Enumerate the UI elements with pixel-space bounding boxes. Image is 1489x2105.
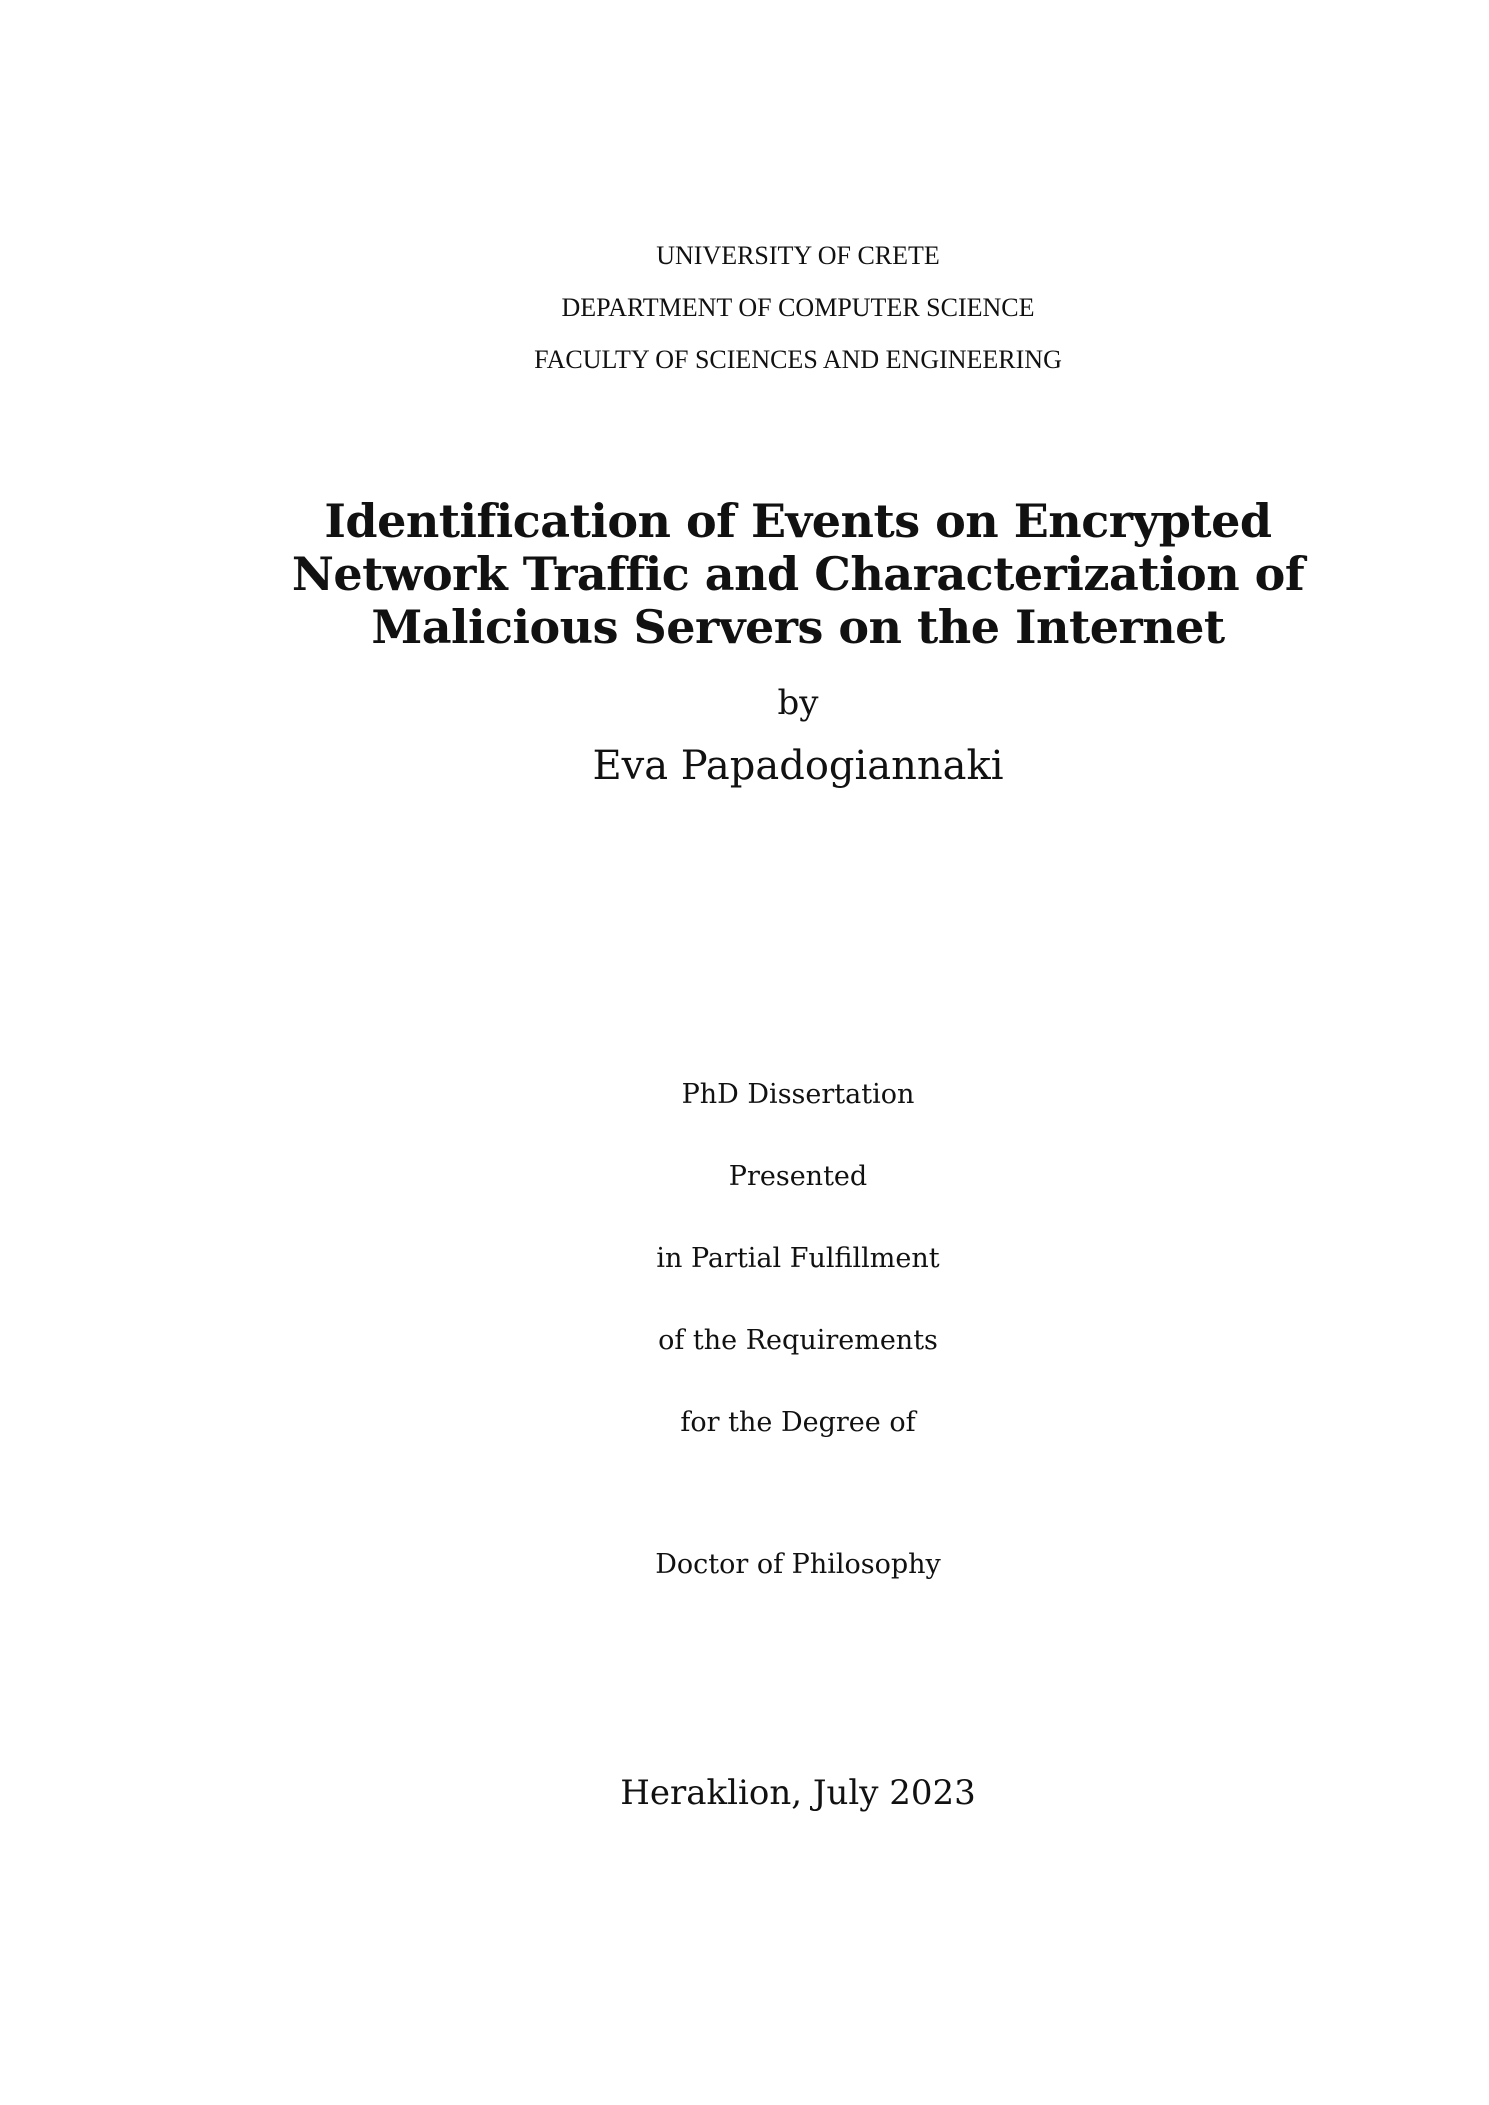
degree-name: Doctor of Philosophy xyxy=(655,1549,941,1580)
degree-type: PhD Dissertation xyxy=(681,1079,915,1110)
by-label: by xyxy=(777,683,819,723)
presented-text: Presented xyxy=(728,1161,868,1192)
faculty-name: FACULTY OF SCIENCES AND ENGINEERING xyxy=(534,345,1062,374)
university-name: UNIVERSITY OF CRETE xyxy=(656,241,940,270)
for-degree-text: for the Degree of xyxy=(680,1407,916,1438)
title-line-3: Malicious Servers on the Internet xyxy=(371,600,1225,654)
department-name: DEPARTMENT OF COMPUTER SCIENCE xyxy=(561,293,1035,322)
requirements-text: of the Requirements xyxy=(658,1325,938,1356)
dissertation-title xyxy=(0,495,1489,654)
author-name: Eva Papadogiannaki xyxy=(592,743,1004,789)
place-and-date: Heraklion, July 2023 xyxy=(620,1773,976,1813)
title-line-2: Network Traffic and Characterization of xyxy=(291,547,1305,601)
title-line-1: Identification of Events on Encrypted xyxy=(324,494,1272,548)
partial-fulfillment-text: in Partial Fulfillment xyxy=(656,1243,940,1274)
